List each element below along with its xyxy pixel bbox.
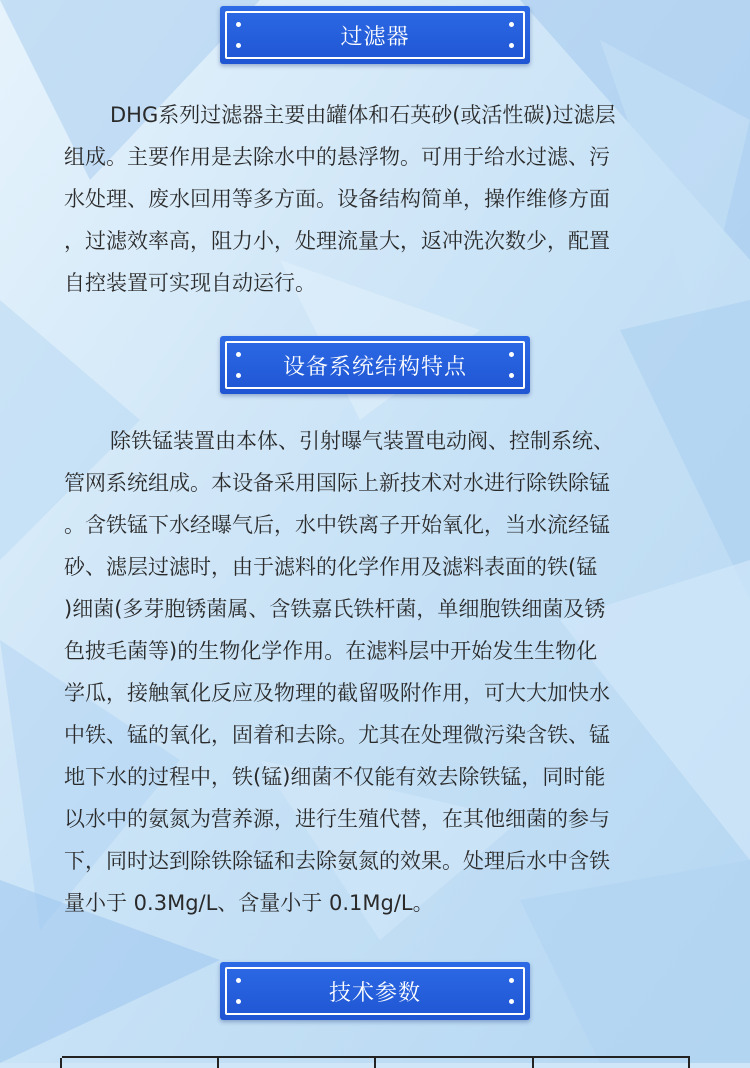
text-line: 除铁锰装置由本体、引射曝气装置电动阀、控制系统、 [110,429,614,453]
text-line: ，过滤效率高，阻力小，处理流量大，返冲洗次数少，配置 [64,229,610,253]
section-header-filter [220,6,530,64]
section-header-frame [225,341,525,389]
section-header-frame [225,967,525,1015]
structure-description [64,420,690,924]
section-header-tech-params [220,962,530,1020]
corner-dot [509,978,514,983]
corner-dot [236,999,241,1004]
corner-dot [236,373,241,378]
text-line: DHG系列过滤器主要由罐体和石英砂(或活性碳)过滤层 [110,103,616,127]
section-title: 过滤器 [340,24,410,50]
text-line: 自控装置可实现自动运行。 [64,271,316,295]
corner-dot [236,43,241,48]
text-line: )细菌(多芽胞锈菌属、含铁嘉氏铁杆菌，单细胞铁细菌及锈 [64,597,606,621]
section-header-frame [225,11,525,59]
text-line: 水处理、废水回用等多方面。设备结构简单，操作维修方面 [64,187,610,211]
section-header-structure [220,336,530,394]
text-line: 中铁、锰的氧化，固着和去除。尤其在处理微污染含铁、锰 [64,723,610,747]
table-column-line [688,1058,690,1068]
text-line: 管网系统组成。本设备采用国际上新技术对水进行除铁除锰 [64,471,610,495]
corner-dot [236,22,241,27]
text-line: 组成。主要作用是去除水中的悬浮物。可用于给水过滤、污 [64,145,610,169]
text-line: 砂、滤层过滤时，由于滤料的化学作用及滤料表面的铁(锰 [64,555,598,579]
corner-dot [236,978,241,983]
text-line: 以水中的氨氮为营养源，进行生殖代替，在其他细菌的参与 [64,807,610,831]
params-table-top-edge [62,1056,690,1068]
table-column-line [374,1058,376,1068]
text-line: 学瓜，接触氧化反应及物理的截留吸附作用，可大大加快水 [64,681,610,705]
text-line: 。含铁锰下水经曝气后，水中铁离子开始氧化，当水流经锰 [64,513,610,537]
corner-dot [236,352,241,357]
table-column-line [217,1058,219,1068]
corner-dot [509,22,514,27]
corner-dot [509,43,514,48]
corner-dot [509,373,514,378]
text-line: 地下水的过程中，铁(锰)细菌不仅能有效去除铁锰，同时能 [64,765,606,789]
section-title: 设备系统结构特点 [282,354,467,380]
section-title: 技术参数 [328,980,421,1006]
table-column-line [60,1058,62,1068]
corner-dot [509,352,514,357]
text-line: 量小于 0.3Mg/L、含量小于 0.1Mg/L。 [64,891,434,915]
table-column-line [532,1058,534,1068]
text-line: 下，同时达到除铁除锰和去除氨氮的效果。处理后水中含铁 [64,849,610,873]
text-line: 色披毛菌等)的生物化学作用。在滤料层中开始发生生物化 [64,639,598,663]
corner-dot [509,999,514,1004]
filter-description [64,94,690,304]
